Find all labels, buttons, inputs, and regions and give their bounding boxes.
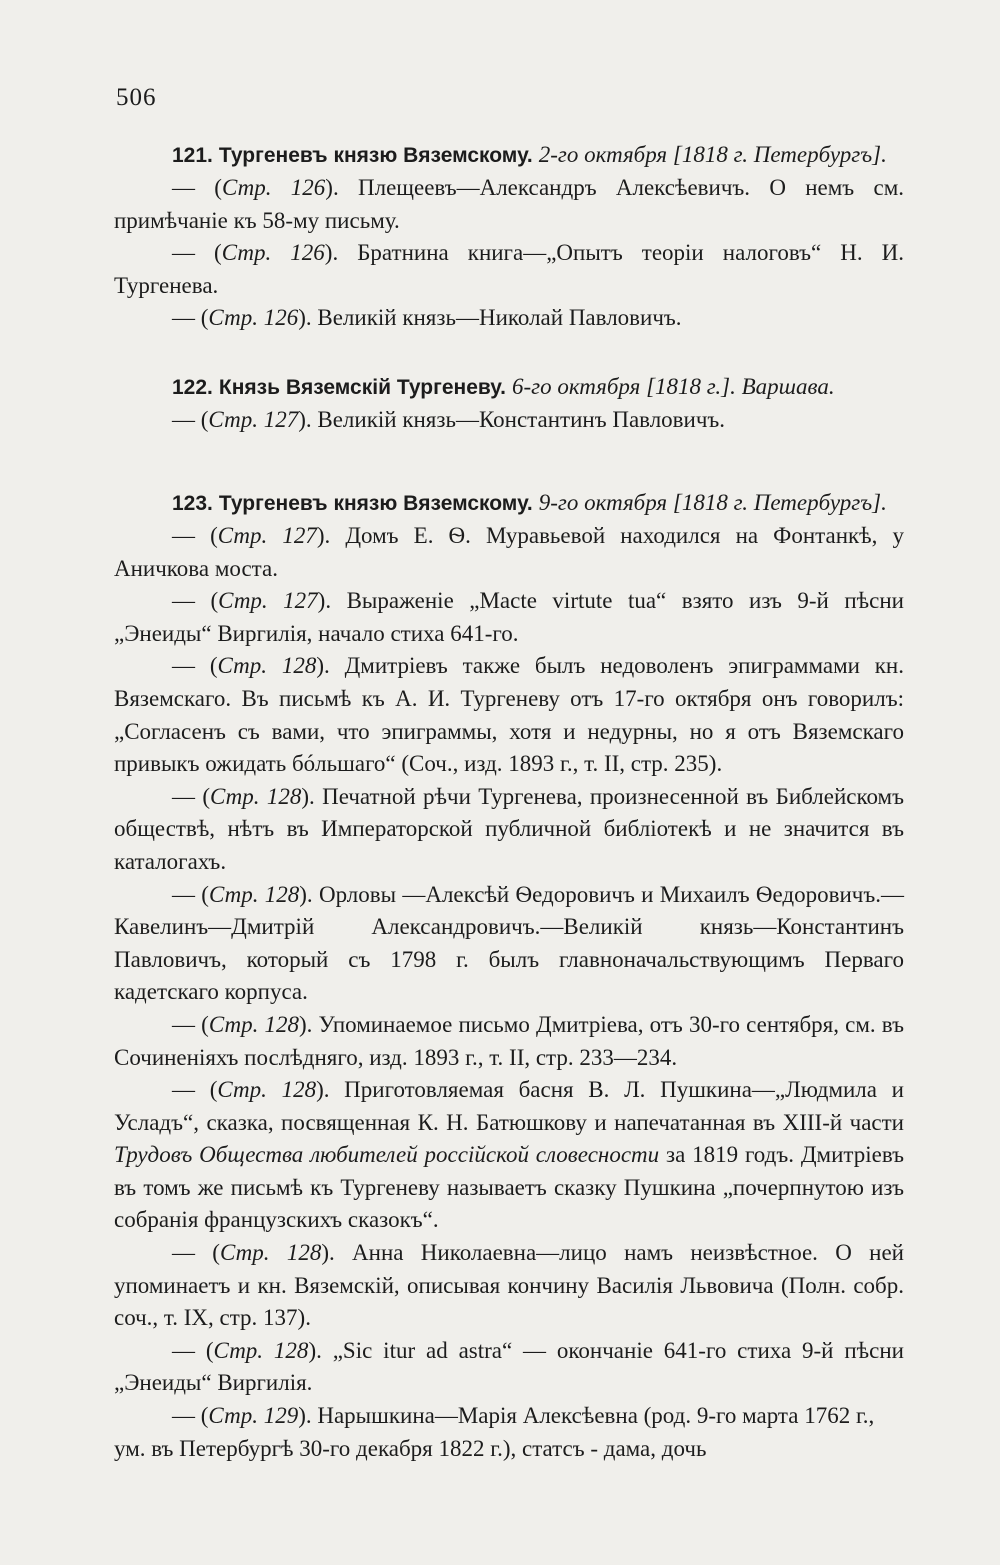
note-paragraph: — (Стр. 129). Нарышкина—Марія Алексѣевна (род. 9-го марта 1762 г., ум. въ Петербургѣ 30-го декабря 1822 г.), статсъ - дама, дочь <box>114 1403 875 1461</box>
note-paragraph: — (Стр. 128). Анна Николаевна—лицо намъ неизвѣстное. О ней упоминаетъ и кн. Вяземскій, описывая кончину Василія Львовича (Полн. собр. соч., т. IX, стр. 137). <box>114 1240 904 1331</box>
note-paragraph: — (Стр. 126). Братнина книга—„Опытъ теоріи налоговъ“ Н. И. Тургенева. <box>114 240 905 298</box>
note-paragraph: — (Стр. 128). Дмитріевъ также былъ недоволенъ эпиграммами кн. Вяземскаго. Въ письмѣ къ А. И. Тургеневу отъ 17-го октября онъ говорилъ: „Согласенъ съ вами, что эпиграммы, хотя и недурны, но я отъ Вяземскаго привыкъ ожидать бóльшаго“ (Соч., изд. 1893 г., т. II, стр. 235). <box>114 653 904 777</box>
italic-title: Трудовъ Общества любителей россійской словесности <box>114 1142 660 1168</box>
letter-heading <box>114 138 904 172</box>
note-paragraph: — (Стр. 128). „Sic itur ad astra“ — окончаніе 641-го стиха 9-й пѣсни „Энеиды“ Виргилія. <box>114 1337 904 1396</box>
note-paragraph: — (Стр. 128). Приготовляемая басня В. Л. Пушкина—„Людмила и Усладъ“, сказка, посвященная К. Н. Батюшкову и напечатанная въ XIII-й части Трудовъ Общества любителей россійской словесности за 1819 годъ. Дмитріевъ въ томъ же письмѣ къ Тургеневу называетъ сказку Пушкина „почерпнутою изъ собранія французскихъ сказокъ“. <box>114 1077 904 1233</box>
note-paragraph: — (Стр. 127). Великій князь—Константинъ Павловичъ. <box>172 407 726 432</box>
letter-section-122 <box>114 370 904 437</box>
letter-title: Князь Вяземскій Тургеневу. <box>218 376 506 399</box>
letter-date: 2-го октября [1818 г. Петербургъ]. <box>538 142 887 167</box>
letter-number: 122. <box>172 376 213 399</box>
letter-heading <box>114 370 904 404</box>
letter-title: Тургеневъ князю Вяземскому. <box>218 144 533 167</box>
letter-date: 6-го октября [1818 г.]. Варшава. <box>511 374 835 399</box>
letter-section-121 <box>114 138 904 335</box>
letter-title: Тургеневъ князю Вяземскому. <box>218 492 533 515</box>
note-paragraph: — (Стр. 127). Домъ Е. Ѳ. Муравьевой находился на Фонтанкѣ, у Аничкова моста. <box>114 523 904 581</box>
note-paragraph: — (Стр. 126). Великій князь—Николай Павловичъ. <box>172 305 682 331</box>
letter-heading <box>114 486 904 520</box>
note-paragraph: — (Стр. 127). Выраженіе „Macte virtute tua“ взято изъ 9-й пѣсни „Энеиды“ Виргилія, начало стиха 641-го. <box>114 588 904 646</box>
note-paragraph: — (Стр. 128). Орловы —Алексѣй Ѳедоровичъ и Михаилъ Ѳедоровичъ.—Кавелинъ—Дмитрій Александровичъ.—Великій князь—Константинъ Павловичъ, который съ 1798 г. былъ главноначальствующимъ Перваго кадетскаго корпуса. <box>114 881 904 1005</box>
letter-number: 121. <box>172 144 213 167</box>
letter-section-123 <box>114 486 904 1465</box>
letter-date: 9-го октября [1818 г. Петербургъ]. <box>538 490 887 515</box>
letter-number: 123. <box>172 492 213 515</box>
page-number: 506 <box>116 84 157 111</box>
note-paragraph: — (Стр. 126). Плещеевъ—Александръ Алексѣевичъ. О немъ см. примѣчаніе къ 58-му письму. <box>114 175 905 233</box>
note-paragraph: — (Стр. 128). Упоминаемое письмо Дмитріева, отъ 30-го сентября, см. въ Сочиненіяхъ послѣдняго, изд. 1893 г., т. II, стр. 233—234. <box>114 1011 904 1070</box>
note-paragraph: — (Стр. 128). Печатной рѣчи Тургенева, произнесенной въ Библейскомъ обществѣ, нѣтъ въ Императорской публичной библіотекѣ и не значится въ каталогахъ. <box>114 783 904 874</box>
